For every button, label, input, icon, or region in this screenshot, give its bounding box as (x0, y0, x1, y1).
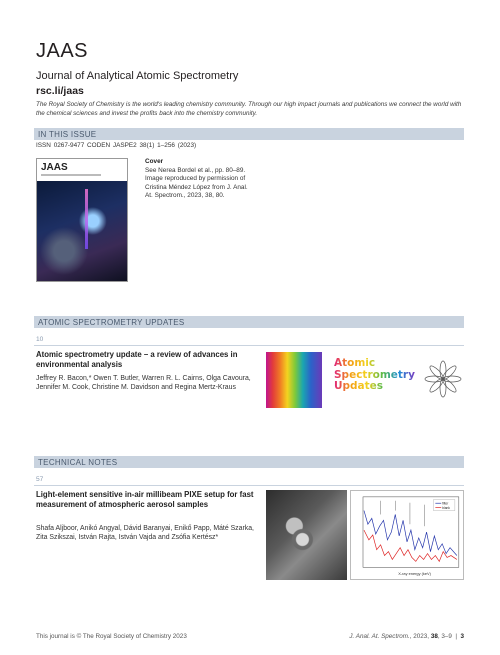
rainbow-graphic (266, 352, 322, 408)
spectrum-filter-line (364, 511, 457, 556)
asu-logo-line: Updates (334, 380, 384, 392)
cover-subtitle-line (41, 174, 101, 176)
article-title-link[interactable]: Light-element sensitive in-air millibeam PIXE setup for fast measurement of atmospheric aerosol samples (36, 490, 254, 509)
asu-logo-line: Spectrometry (334, 368, 415, 381)
pixe-spectrum-plot (350, 490, 464, 580)
issue-metadata: ISSN 0267-9477 CODEN JASPE2 38(1) 1–256 (2023) (36, 142, 197, 149)
pixe-setup-photo (266, 490, 347, 580)
section-title: ATOMIC SPECTROMETRY UPDATES (38, 317, 185, 327)
footer-volume: 38 (430, 633, 438, 640)
footer-pages: , 3–9 (437, 633, 452, 640)
asterisk-flower-icon (422, 358, 464, 400)
section-title: IN THIS ISSUE (38, 129, 97, 139)
cover-text: See Nerea Bordel et al., pp. 80–89. Image reproduced by permission of Cristina Méndez López from J. Anal. At. Spectrom., 2023, 38, 80. (145, 166, 248, 200)
journal-description: The Royal Society of Chemistry is the world's leading chemistry community. Through our high impact journals and publications we connect the world with the chemical sciences and invest the profits back into the chemistry community. (36, 101, 462, 117)
cover-beam (85, 189, 88, 249)
footer-citation: J. Anal. At. Spectrom., 2023, 38, 3–9 | 3 (349, 633, 464, 640)
cover-thumbnail[interactable] (36, 158, 128, 282)
article-title-link[interactable]: Atomic spectrometry update – a review of advances in environmental analysis (36, 350, 238, 369)
cover-journal-title: JAAS (41, 162, 68, 173)
section-bar-asu (34, 316, 464, 328)
section-title: TECHNICAL NOTES (38, 457, 118, 467)
section-bar-technical-notes (34, 456, 464, 468)
footer-copyright: This journal is © The Royal Society of Chemistry 2023 (36, 633, 187, 640)
footer-journal: J. Anal. At. Spectrom. (349, 633, 410, 640)
asu-logo-line: Atomic (334, 357, 376, 369)
legend-label: filter (442, 501, 449, 506)
cover-heading: Cover (145, 158, 164, 165)
legend-label: blank (442, 506, 450, 511)
article-page-number: 10 (36, 336, 44, 343)
journal-name: Journal of Analytical Atomic Spectrometry (36, 70, 239, 82)
article-authors: Jeffrey R. Bacon,* Owen T. Butler, Warren R. L. Cairns, Olga Cavoura, Jennifer M. Cook, Christine M. Davidson and Regina Mertz-Kraus (36, 375, 251, 391)
journal-abbreviation: JAAS (36, 40, 89, 62)
section-bar-in-this-issue (34, 128, 464, 140)
divider (34, 345, 464, 346)
article-authors: Shafa Aljboor, Anikó Angyal, Dávid Baranyai, Enikő Papp, Máté Szarka, Zita Szikszai, István Rajta, István Vajda and Zsófia Kertész* (36, 525, 254, 541)
plot-x-label: X-ray energy (keV) (398, 571, 431, 577)
article-page-number: 57 (36, 476, 44, 483)
asu-logo (334, 358, 415, 393)
divider (34, 485, 464, 486)
cover-image (37, 181, 127, 281)
footer-page-number: 3 (460, 633, 464, 640)
journal-url-link[interactable]: rsc.li/jaas (36, 85, 84, 97)
footer-year: , 2023, (409, 633, 431, 640)
cover-caption (145, 158, 255, 201)
